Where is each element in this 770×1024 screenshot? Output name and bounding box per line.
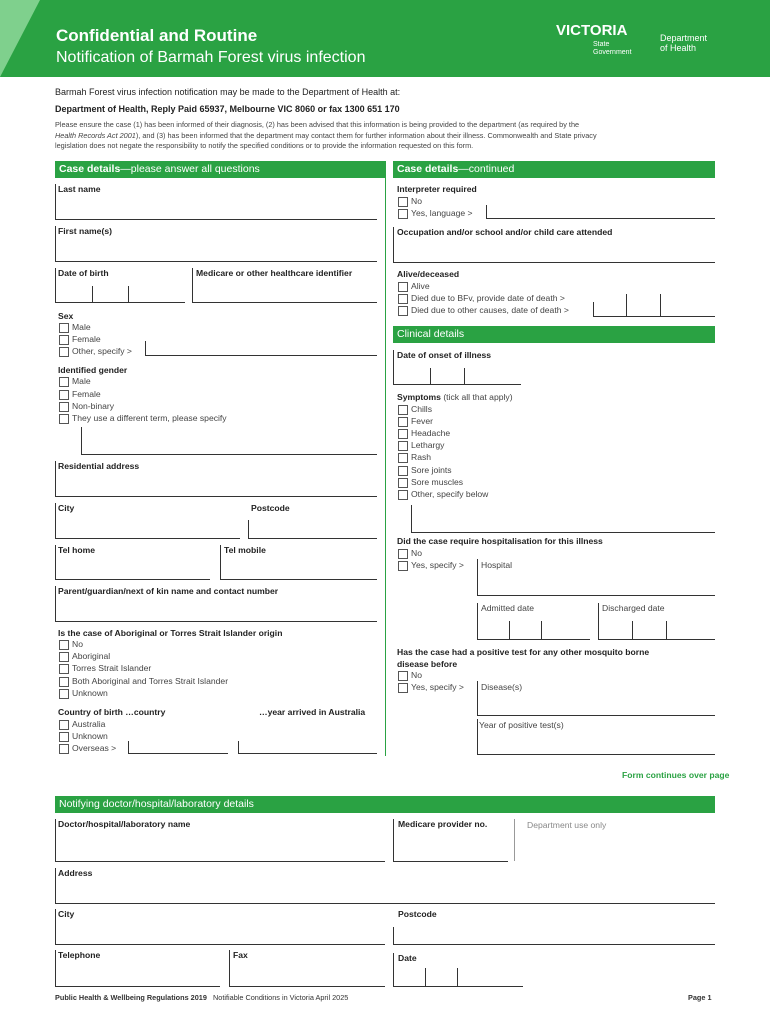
dob-label: Date of birth (58, 268, 109, 278)
sex-label: Sex (58, 311, 74, 321)
mosquito-q-label: Has the case had a positive test for any other mosquito borne disease before (397, 647, 650, 669)
fax-field[interactable] (229, 986, 385, 987)
postcode-label: Postcode (251, 503, 290, 513)
city-label: City (58, 503, 75, 513)
symptom-lethargy-checkbox[interactable] (398, 441, 408, 451)
overseas-country-field[interactable] (128, 753, 228, 754)
tel-mobile-label: Tel mobile (224, 545, 266, 555)
first-name-label: First name(s) (58, 226, 112, 236)
discharged-date-field[interactable] (598, 639, 715, 640)
victoria-logo: VICTORIA State Government (556, 22, 632, 56)
case-details-bar: Case details—please answer all questions (55, 161, 385, 178)
year-arrived-label: …year arrived in Australia (259, 707, 366, 717)
alive-checkbox[interactable] (398, 282, 408, 292)
provider-field[interactable] (393, 861, 508, 862)
column-divider (385, 161, 386, 756)
last-name-field[interactable] (55, 219, 377, 220)
gender-label: Identified gender (58, 365, 128, 375)
postcode-field[interactable] (248, 538, 377, 539)
telephone-field[interactable] (55, 986, 220, 987)
admitted-label: Admitted date (481, 603, 535, 613)
occupation-field[interactable] (393, 262, 715, 263)
hospital-field[interactable] (477, 595, 715, 596)
symptom-sore-joints-checkbox[interactable] (398, 466, 408, 476)
alive-label: Alive/deceased (397, 269, 460, 279)
address-field[interactable] (55, 496, 377, 497)
cob-unknown-checkbox[interactable] (59, 732, 69, 742)
died-bfv-checkbox[interactable] (398, 294, 408, 304)
telephone-label: Telephone (58, 950, 101, 960)
sex-female-checkbox[interactable] (59, 335, 69, 345)
tel-mobile-field[interactable] (220, 579, 377, 580)
department-use-label: Department use only (527, 820, 607, 830)
hospital-label: Hospital (481, 560, 513, 570)
notif-postcode-label: Postcode (398, 909, 437, 919)
year-test-label: Year of positive test(s) (479, 720, 564, 730)
notifying-details-bar: Notifying doctor/hospital/laboratory details (55, 796, 715, 813)
hosp-yes-checkbox[interactable] (398, 561, 408, 571)
gender-other-checkbox[interactable] (59, 414, 69, 424)
hosp-no-checkbox[interactable] (398, 549, 408, 559)
atsi-no-checkbox[interactable] (59, 640, 69, 650)
atsi-both-checkbox[interactable] (59, 677, 69, 687)
symptom-other-checkbox[interactable] (398, 490, 408, 500)
onset-label: Date of onset of illness (397, 350, 492, 360)
first-name-field[interactable] (55, 261, 377, 262)
gender-female-checkbox[interactable] (59, 390, 69, 400)
gender-nonbinary-checkbox[interactable] (59, 402, 69, 412)
admitted-date-field[interactable] (477, 639, 590, 640)
privacy-note: Please ensure the case (1) has been informed of their diagnosis, (2) has been advised that this information is being provided to the department (as required by the Health Records Act 2001), and (3) has been informed that the department may contact them for further information about their illness. Commonwealth and State privacy legislation does not negate the responsibility to notify the specified conditions or to provide the information requested on this form. (55, 120, 597, 150)
cob-label: Country of birth …country (58, 707, 166, 717)
atsi-label: Is the case of Aboriginal or Torres Strait Islander origin (58, 628, 283, 638)
symptom-other-field[interactable] (411, 532, 715, 533)
tel-home-label: Tel home (58, 545, 96, 555)
interpreter-label: Interpreter required (397, 184, 477, 194)
gender-male-checkbox[interactable] (59, 377, 69, 387)
department-name: Department of Health (660, 33, 708, 53)
doctor-name-label: Doctor/hospital/laboratory name (58, 819, 191, 829)
interpreter-language-field[interactable] (486, 218, 715, 219)
page-number: Page 1 (688, 993, 712, 1002)
tel-home-field[interactable] (55, 579, 210, 580)
onset-date-field[interactable] (393, 384, 521, 385)
hospitalisation-label: Did the case require hospitalisation for this illness (397, 536, 603, 546)
notif-city-label: City (58, 909, 75, 919)
date-of-death-field[interactable] (593, 316, 715, 317)
medicare-field[interactable] (192, 302, 377, 303)
symptom-fever-checkbox[interactable] (398, 417, 408, 427)
header-banner (0, 0, 770, 77)
address-label: Residential address (58, 461, 140, 471)
clinical-details-bar: Clinical details (393, 326, 715, 343)
last-name-label: Last name (58, 184, 101, 194)
fax-label: Fax (233, 950, 248, 960)
gender-other-field[interactable] (81, 454, 377, 455)
intro-line: Barmah Forest virus infection notification may be made to the Department of Health at: (55, 87, 401, 97)
symptom-rash-checkbox[interactable] (398, 453, 408, 463)
doctor-name-field[interactable] (55, 861, 385, 862)
case-details-continued-bar: Case details—continued (393, 161, 715, 178)
sex-male-checkbox[interactable] (59, 323, 69, 333)
diseases-label: Disease(s) (481, 682, 523, 692)
discharged-label: Discharged date (602, 603, 665, 613)
atsi-tsi-checkbox[interactable] (59, 664, 69, 674)
sex-other-checkbox[interactable] (59, 347, 69, 357)
footer-regulations: Public Health & Wellbeing Regulations 2019 Notifiable Conditions in Victoria April 2025 (55, 993, 349, 1002)
form-title: Confidential and Routine (56, 26, 258, 45)
header-accent (0, 0, 40, 77)
interpreter-no-checkbox[interactable] (398, 197, 408, 207)
notif-postcode-field[interactable] (393, 944, 715, 945)
died-other-checkbox[interactable] (398, 306, 408, 316)
year-arrived-field[interactable] (238, 753, 377, 754)
mosq-yes-checkbox[interactable] (398, 683, 408, 693)
parent-label: Parent/guardian/next of kin name and contact number (58, 586, 279, 596)
dob-field[interactable] (55, 302, 185, 303)
notif-address-label: Address (58, 868, 93, 878)
symptom-chills-checkbox[interactable] (398, 405, 408, 415)
mosq-no-checkbox[interactable] (398, 671, 408, 681)
provider-label: Medicare provider no. (398, 819, 488, 829)
intro-address: Department of Health, Reply Paid 65937, Melbourne VIC 8060 or fax 1300 651 170 (55, 104, 400, 114)
sex-other-field[interactable] (145, 355, 377, 356)
interpreter-yes-checkbox[interactable] (398, 209, 408, 219)
notif-city-field[interactable] (55, 944, 385, 945)
date-label: Date (398, 953, 417, 963)
form-subtitle: Notification of Barmah Forest virus infection (56, 49, 366, 66)
symptom-headache-checkbox[interactable] (398, 429, 408, 439)
symptom-sore-muscles-checkbox[interactable] (398, 478, 408, 488)
occupation-label: Occupation and/or school and/or child care attended (397, 227, 613, 237)
notif-address-field[interactable] (55, 903, 715, 904)
city-field[interactable] (55, 538, 240, 539)
atsi-aboriginal-checkbox[interactable] (59, 652, 69, 662)
diseases-field[interactable] (477, 715, 715, 716)
form-continues-note: Form continues over page (622, 770, 730, 780)
date-field[interactable] (393, 986, 523, 987)
parent-field[interactable] (55, 621, 377, 622)
cob-overseas-checkbox[interactable] (59, 744, 69, 754)
cob-australia-checkbox[interactable] (59, 720, 69, 730)
symptoms-label: Symptoms (tick all that apply) (397, 392, 513, 402)
year-test-field[interactable] (477, 754, 715, 755)
medicare-label: Medicare or other healthcare identifier (196, 268, 353, 278)
atsi-unknown-checkbox[interactable] (59, 689, 69, 699)
